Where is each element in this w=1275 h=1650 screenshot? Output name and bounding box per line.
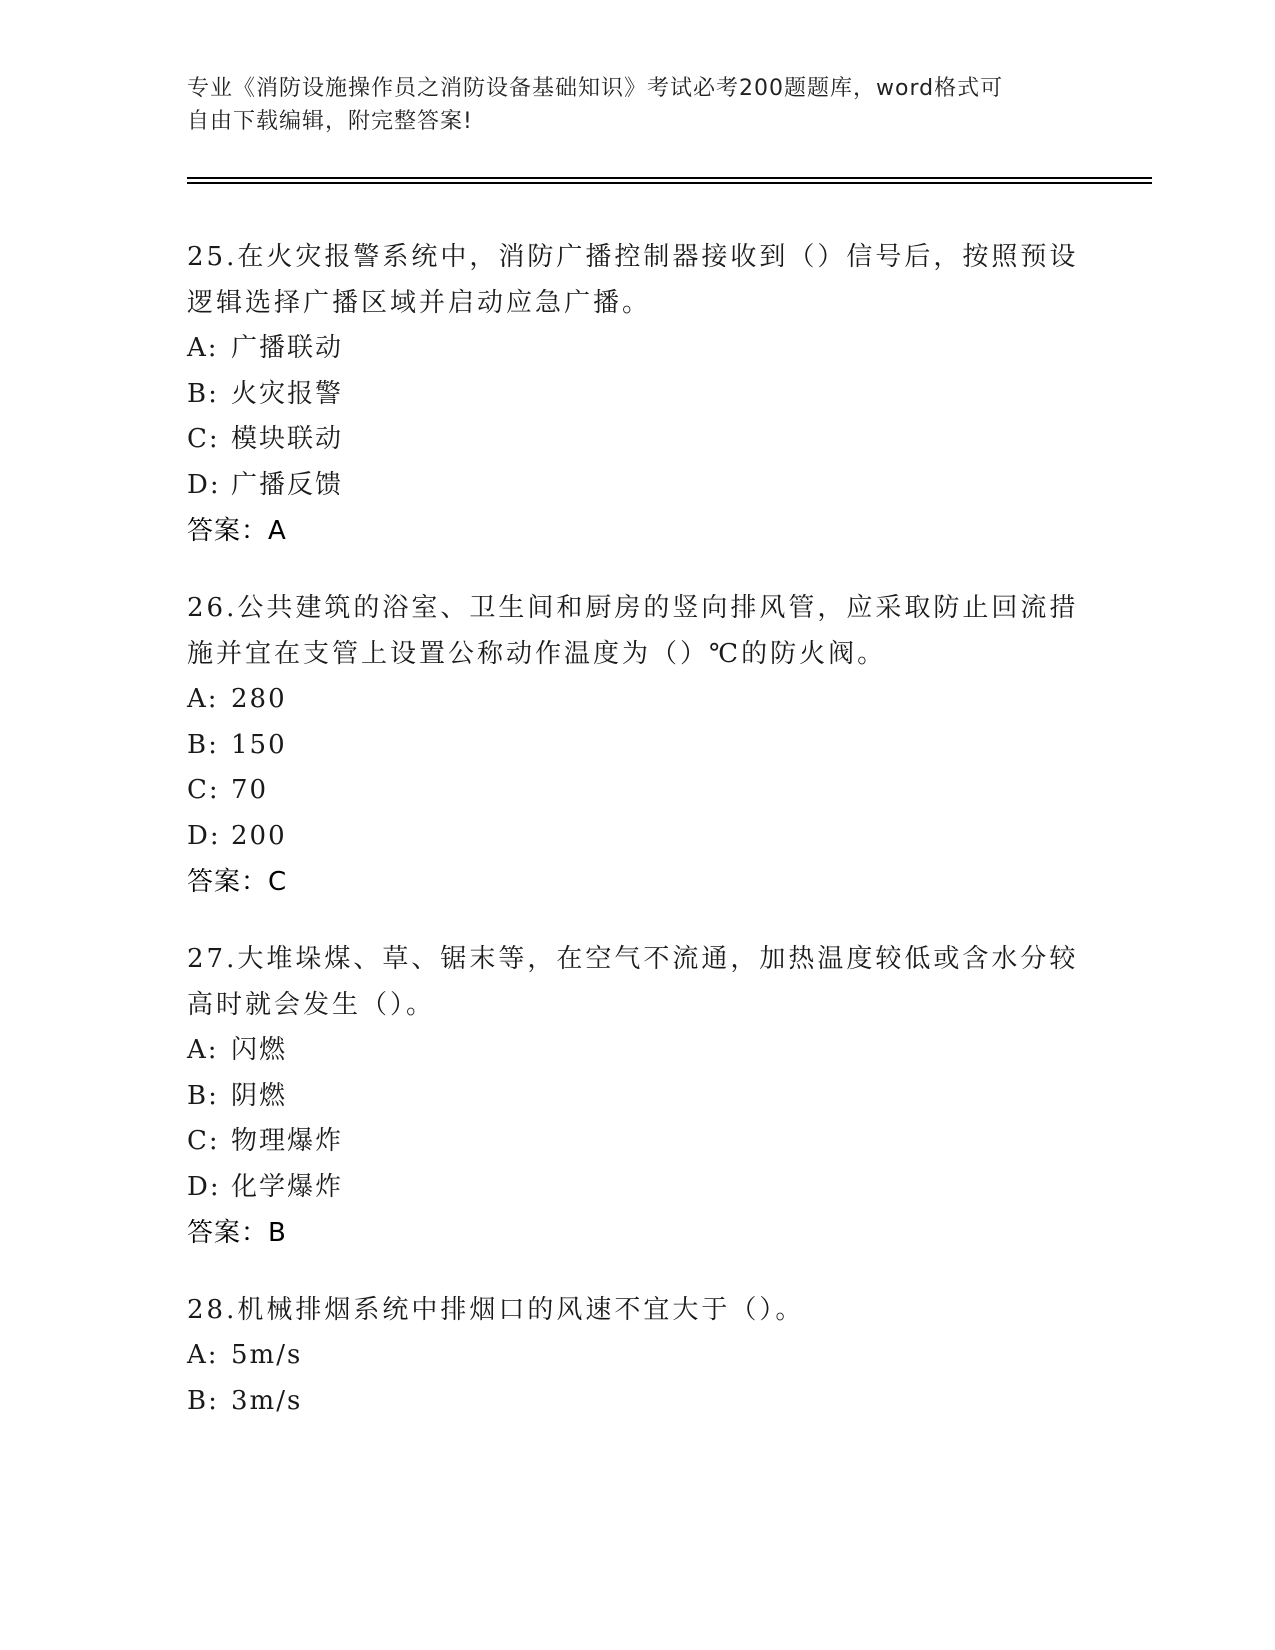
option-letter: C: <box>187 775 220 805</box>
answer-line: 答案：B <box>187 1218 287 1248</box>
option-letter: B: <box>187 1385 219 1416</box>
option-text: 280 <box>231 684 287 714</box>
option-text: 火灾报警 <box>231 378 344 409</box>
document-header <box>187 72 1067 138</box>
option-a <box>187 326 1087 372</box>
option-letter: B: <box>187 729 219 760</box>
header-divider-top <box>187 177 1152 179</box>
option-text: 5m/s <box>231 1340 303 1370</box>
option-text: 物理爆炸 <box>231 1126 344 1156</box>
option-text: 化学爆炸 <box>231 1171 344 1202</box>
option-d <box>187 463 1087 509</box>
option-a <box>187 1333 1087 1379</box>
question-28 <box>187 1287 1087 1424</box>
option-letter: C: <box>187 424 220 454</box>
question-text: 26.公共建筑的浴室、卫生间和厨房的竖向排风管，应采取防止回流措施并宜在支管上设置公称动作温度为（）℃的防火阀。 <box>187 593 1079 669</box>
header-line-1: 专业《消防设施操作员之消防设备基础知识》考试必考200题题库，word格式可 <box>187 76 1004 101</box>
option-text: 广播联动 <box>231 333 344 363</box>
option-letter: B: <box>187 1080 219 1111</box>
option-a <box>187 1028 1087 1074</box>
option-c <box>187 417 1087 463</box>
answer-line: 答案：A <box>187 516 287 546</box>
header-divider-bottom <box>187 182 1152 184</box>
option-a <box>187 677 1087 723</box>
option-text: 模块联动 <box>231 424 344 454</box>
option-b <box>187 723 1087 769</box>
option-letter: A: <box>187 1340 219 1370</box>
option-text: 200 <box>231 820 287 851</box>
option-letter: D: <box>187 820 221 851</box>
header-line-2: 自由下载编辑，附完整答案! <box>187 109 473 134</box>
option-letter: D: <box>187 469 221 500</box>
question-text: 27.大堆垛煤、草、锯末等，在空气不流通，加热温度较低或含水分较高时就会发生（）。 <box>187 944 1079 1020</box>
option-text: 150 <box>231 729 287 760</box>
option-b <box>187 1379 1087 1425</box>
option-text: 闪燃 <box>231 1035 288 1065</box>
option-b <box>187 372 1087 418</box>
option-letter: C: <box>187 1126 220 1156</box>
question-text: 28.机械排烟系统中排烟口的风速不宜大于（）。 <box>187 1295 805 1325</box>
option-d <box>187 814 1087 860</box>
option-b <box>187 1074 1087 1120</box>
question-25 <box>187 234 1087 554</box>
answer-line: 答案：C <box>187 867 288 897</box>
question-26 <box>187 585 1087 905</box>
option-letter: A: <box>187 1035 219 1065</box>
question-list <box>187 234 1087 1455</box>
option-letter: B: <box>187 378 219 409</box>
option-letter: A: <box>187 333 219 363</box>
option-c <box>187 768 1087 814</box>
option-text: 广播反馈 <box>231 469 344 500</box>
option-text: 70 <box>231 775 269 805</box>
option-letter: A: <box>187 684 219 714</box>
option-text: 3m/s <box>231 1385 303 1416</box>
question-text: 25.在火灾报警系统中，消防广播控制器接收到（）信号后，按照预设逻辑选择广播区域并启动应急广播。 <box>187 242 1079 318</box>
option-text: 阴燃 <box>231 1080 288 1111</box>
option-letter: D: <box>187 1171 221 1202</box>
option-c <box>187 1119 1087 1165</box>
option-d <box>187 1165 1087 1211</box>
question-27 <box>187 936 1087 1256</box>
